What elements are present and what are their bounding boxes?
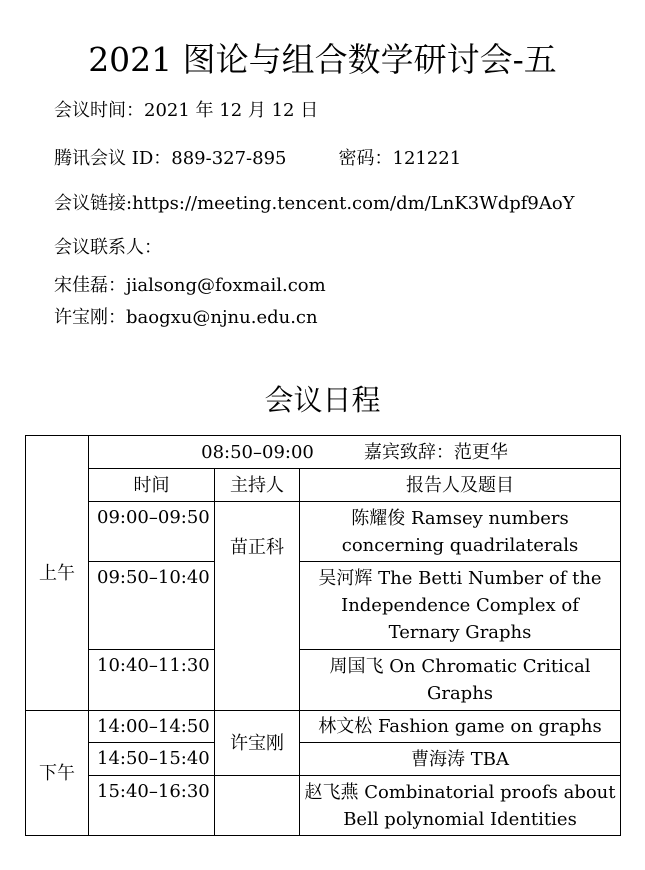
- contact-1: 宋佳磊：jialsong@foxmail.com: [54, 275, 326, 296]
- talk-title: On Chromatic Critical Graphs: [389, 656, 591, 704]
- speaker-name: 曹海涛: [411, 748, 466, 770]
- table-row: [26, 562, 621, 650]
- meeting-password: 密码：121221: [338, 148, 462, 169]
- talk-cell: [300, 743, 621, 776]
- tencent-meeting-id: 腾讯会议 ID：889-327-895: [54, 148, 287, 169]
- header-speaker-title: 报告人及题目: [300, 469, 621, 502]
- talk-title: Ramsey numbers concerning quadrilaterals: [341, 507, 579, 556]
- talk-time: 14:50–15:40: [89, 743, 215, 776]
- table-row: [26, 743, 621, 776]
- opening-cell: [89, 436, 621, 469]
- table-row: [26, 502, 621, 562]
- contact-2: 许宝刚：baogxu@njnu.edu.cn: [54, 307, 318, 328]
- talk-time: 15:40–16:30: [89, 776, 215, 836]
- speaker-name: 周国飞: [329, 656, 384, 677]
- header-host: 主持人: [215, 469, 300, 502]
- opening-row: [26, 436, 621, 469]
- host-empty-cell: [215, 776, 300, 836]
- talk-cell: [300, 562, 621, 650]
- period-afternoon: 下午: [26, 711, 89, 836]
- speaker-name: 陈耀俊: [351, 507, 406, 529]
- talk-title: TBA: [470, 748, 509, 770]
- header-time: 时间: [89, 469, 215, 502]
- meeting-link[interactable]: 会议链接:https://meeting.tencent.com/dm/LnK3Wdpf9AoY: [54, 193, 575, 214]
- opening-time: 08:50–09:00: [201, 441, 314, 463]
- schedule-table: [25, 435, 621, 836]
- page-title: 2021 图论与组合数学研讨会-五: [88, 40, 557, 79]
- talk-cell: [300, 650, 621, 711]
- talk-time: 14:00–14:50: [89, 711, 215, 743]
- talk-cell: [300, 711, 621, 743]
- speaker-name: 吴河辉: [318, 568, 373, 589]
- meeting-time: 会议时间：2021 年 12 月 12 日: [54, 100, 319, 121]
- host-afternoon: 许宝刚: [215, 711, 300, 776]
- table-row: [26, 650, 621, 711]
- header-row: [26, 469, 621, 502]
- talk-title: Combinatorial proofs about Bell polynomial Identities: [343, 781, 616, 830]
- schedule-title: 会议日程: [264, 383, 381, 417]
- talk-time: 09:00–09:50: [89, 502, 215, 562]
- period-morning: 上午: [26, 436, 89, 711]
- talk-time: 10:40–11:30: [89, 650, 215, 711]
- host-morning: 苗正科: [215, 502, 300, 711]
- talk-time: 09:50–10:40: [89, 562, 215, 650]
- talk-title: Fashion game on graphs: [377, 716, 602, 737]
- talk-title: The Betti Number of the Independence Complex of Ternary Graphs: [341, 568, 602, 643]
- meeting-id-line: [54, 147, 461, 171]
- table-row: [26, 776, 621, 836]
- talk-cell: [300, 502, 621, 562]
- speaker-name: 林文松: [318, 716, 373, 737]
- talk-cell: [300, 776, 621, 836]
- contacts-label: 会议联系人：: [54, 237, 162, 258]
- opening-text: 嘉宾致辞：范更华: [363, 441, 508, 463]
- table-row: [26, 711, 621, 743]
- speaker-name: 赵飞燕: [304, 781, 359, 803]
